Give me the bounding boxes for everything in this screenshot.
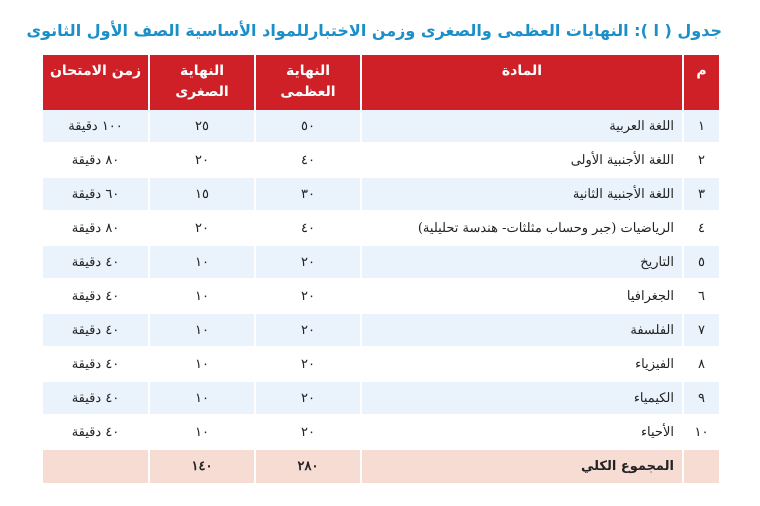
- row-min-score: ١٠: [149, 381, 255, 415]
- row-exam-time: ٤٠ دقيقة: [43, 279, 149, 313]
- row-min-score: ٢٠: [149, 143, 255, 177]
- row-min-score: ١٠: [149, 415, 255, 449]
- row-max-score: ٣٠: [255, 177, 361, 211]
- total-min: ١٤٠: [149, 449, 255, 484]
- row-subject: اللغة العربية: [361, 110, 683, 143]
- table-row: [43, 211, 719, 245]
- row-number: ١: [683, 110, 719, 143]
- row-exam-time: ٨٠ دقيقة: [43, 211, 149, 245]
- row-subject: الأحياء: [361, 415, 683, 449]
- header-max: النهاية العظمى: [255, 55, 361, 110]
- row-subject: اللغة الأجنبية الأولى: [361, 143, 683, 177]
- row-exam-time: ٤٠ دقيقة: [43, 347, 149, 381]
- total-row: [43, 449, 719, 484]
- row-exam-time: ٤٠ دقيقة: [43, 415, 149, 449]
- row-exam-time: ١٠٠ دقيقة: [43, 110, 149, 143]
- total-max: ٢٨٠: [255, 449, 361, 484]
- row-number: ٦: [683, 279, 719, 313]
- table-row: [43, 279, 719, 313]
- total-time: [43, 449, 149, 484]
- row-min-score: ١٠: [149, 245, 255, 279]
- header-subject: المادة: [361, 55, 683, 110]
- row-exam-time: ٨٠ دقيقة: [43, 143, 149, 177]
- row-max-score: ٢٠: [255, 279, 361, 313]
- row-min-score: ٢٥: [149, 110, 255, 143]
- row-max-score: ٢٠: [255, 313, 361, 347]
- row-subject: الفلسفة: [361, 313, 683, 347]
- row-max-score: ٢٠: [255, 415, 361, 449]
- row-subject: التاريخ: [361, 245, 683, 279]
- total-num-cell: [683, 449, 719, 484]
- row-min-score: ١٠: [149, 279, 255, 313]
- row-min-score: ١٥: [149, 177, 255, 211]
- row-min-score: ١٠: [149, 347, 255, 381]
- row-number: ٩: [683, 381, 719, 415]
- row-max-score: ٤٠: [255, 143, 361, 177]
- header-row: [43, 55, 719, 110]
- row-exam-time: ٤٠ دقيقة: [43, 313, 149, 347]
- table-row: [43, 245, 719, 279]
- row-number: ٥: [683, 245, 719, 279]
- row-number: ٧: [683, 313, 719, 347]
- row-subject: اللغة الأجنبية الثانية: [361, 177, 683, 211]
- table-row: [43, 347, 719, 381]
- header-time: زمن الامتحان: [43, 55, 149, 110]
- row-max-score: ٢٠: [255, 381, 361, 415]
- exam-table: [43, 55, 719, 485]
- table-row: [43, 177, 719, 211]
- header-num: م: [683, 55, 719, 110]
- row-max-score: ٢٠: [255, 347, 361, 381]
- table-row: [43, 313, 719, 347]
- row-max-score: ٥٠: [255, 110, 361, 143]
- row-number: ١٠: [683, 415, 719, 449]
- row-subject: الكيمياء: [361, 381, 683, 415]
- total-label: المجموع الكلي: [361, 449, 683, 484]
- table-row: [43, 143, 719, 177]
- table-title: جدول ( ا ): النهايات العظمى والصغرى وزمن الاختبارللمواد الأساسية الصف الأول الثانوى: [26, 21, 722, 40]
- row-min-score: ٢٠: [149, 211, 255, 245]
- row-exam-time: ٦٠ دقيقة: [43, 177, 149, 211]
- row-number: ٨: [683, 347, 719, 381]
- row-number: ٣: [683, 177, 719, 211]
- table-row: [43, 381, 719, 415]
- row-max-score: ٤٠: [255, 211, 361, 245]
- header-min: النهاية الصغرى: [149, 55, 255, 110]
- row-exam-time: ٤٠ دقيقة: [43, 245, 149, 279]
- row-subject: الفيزياء: [361, 347, 683, 381]
- row-min-score: ١٠: [149, 313, 255, 347]
- row-subject: الجغرافيا: [361, 279, 683, 313]
- row-number: ٤: [683, 211, 719, 245]
- row-subject: الرياضيات (جبر وحساب مثلثات- هندسة تحليلية): [361, 211, 683, 245]
- table-row: [43, 110, 719, 143]
- table-row: [43, 415, 719, 449]
- row-number: ٢: [683, 143, 719, 177]
- row-max-score: ٢٠: [255, 245, 361, 279]
- row-exam-time: ٤٠ دقيقة: [43, 381, 149, 415]
